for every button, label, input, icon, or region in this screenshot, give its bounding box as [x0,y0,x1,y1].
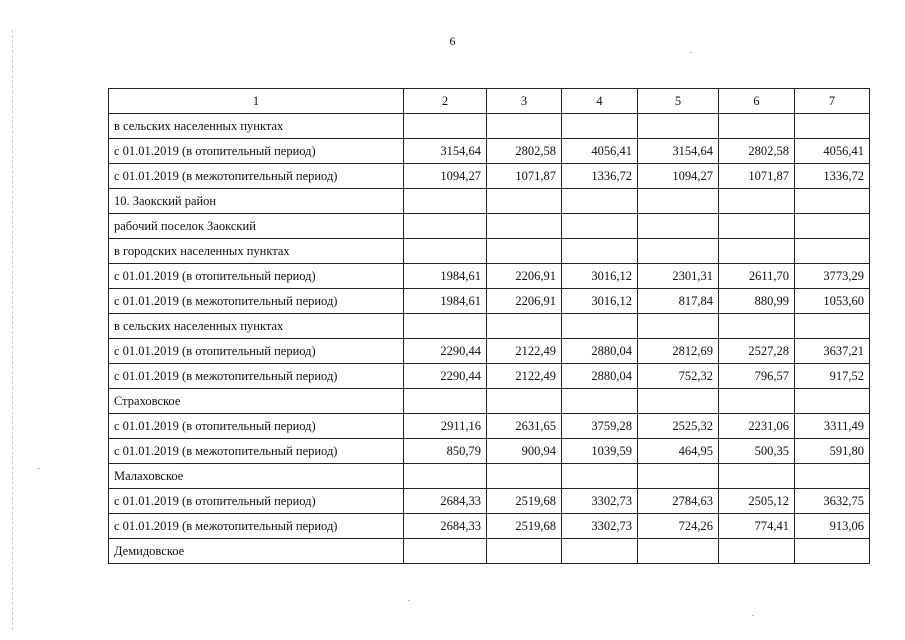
value-cell: 2880,04 [562,339,638,364]
row-label: с 01.01.2019 (в межотопительный период) [109,514,404,539]
row-label: с 01.01.2019 (в отопительный период) [109,139,404,164]
value-cell: 2611,70 [719,264,795,289]
value-cell [719,464,795,489]
column-header: 5 [638,89,719,114]
value-cell: 2684,33 [404,489,487,514]
value-cell: 3759,28 [562,414,638,439]
table-row [109,514,870,539]
value-cell [795,389,870,414]
value-cell [487,539,562,564]
column-header: 1 [109,89,404,114]
value-cell: 2802,58 [719,139,795,164]
value-cell [719,189,795,214]
value-cell: 500,35 [719,439,795,464]
value-cell: 2684,33 [404,514,487,539]
value-cell [795,114,870,139]
value-cell: 3311,49 [795,414,870,439]
column-header: 3 [487,89,562,114]
value-cell [404,389,487,414]
value-cell: 3154,64 [638,139,719,164]
table-row [109,289,870,314]
row-label: с 01.01.2019 (в отопительный период) [109,339,404,364]
value-cell: 3302,73 [562,489,638,514]
value-cell [638,214,719,239]
value-cell: 3773,29 [795,264,870,289]
value-cell [795,314,870,339]
row-label: с 01.01.2019 (в межотопительный период) [109,164,404,189]
value-cell: 880,99 [719,289,795,314]
row-label: рабочий поселок Заокский [109,214,404,239]
row-label: Страховское [109,389,404,414]
value-cell: 2505,12 [719,489,795,514]
value-cell: 2122,49 [487,364,562,389]
value-cell [404,189,487,214]
value-cell [795,189,870,214]
table-row [109,439,870,464]
value-cell: 2527,28 [719,339,795,364]
value-cell: 2802,58 [487,139,562,164]
value-cell [719,314,795,339]
row-label: в городских населенных пунктах [109,239,404,264]
value-cell [404,464,487,489]
page-number: 6 [449,34,456,48]
value-cell [487,464,562,489]
value-cell [562,464,638,489]
binding-edge [12,30,14,630]
column-header: 2 [404,89,487,114]
value-cell: 2880,04 [562,364,638,389]
row-label: в сельских населенных пунктах [109,114,404,139]
value-cell: 2631,65 [487,414,562,439]
table-row [109,539,870,564]
value-cell [562,214,638,239]
value-cell [487,189,562,214]
value-cell: 1094,27 [638,164,719,189]
table-row [109,114,870,139]
value-cell [487,389,562,414]
value-cell [638,539,719,564]
value-cell: 1094,27 [404,164,487,189]
value-cell [562,389,638,414]
value-cell: 1071,87 [719,164,795,189]
value-cell [562,539,638,564]
value-cell [562,314,638,339]
value-cell: 3016,12 [562,289,638,314]
value-cell [638,314,719,339]
value-cell: 1053,60 [795,289,870,314]
value-cell [638,464,719,489]
value-cell: 1984,61 [404,289,487,314]
value-cell: 4056,41 [795,139,870,164]
value-cell [404,314,487,339]
table-row [109,239,870,264]
value-cell [638,239,719,264]
value-cell: 3154,64 [404,139,487,164]
value-cell: 850,79 [404,439,487,464]
table-row [109,489,870,514]
value-cell: 464,95 [638,439,719,464]
tariff-table [108,88,870,564]
scan-speck [690,52,692,53]
value-cell [719,239,795,264]
value-cell: 3016,12 [562,264,638,289]
column-header: 6 [719,89,795,114]
row-label: в сельских населенных пунктах [109,314,404,339]
value-cell [562,114,638,139]
table-header-row [109,89,870,114]
value-cell: 1984,61 [404,264,487,289]
value-cell: 3302,73 [562,514,638,539]
value-cell: 817,84 [638,289,719,314]
value-cell [795,214,870,239]
table-row [109,314,870,339]
value-cell: 1039,59 [562,439,638,464]
value-cell: 2812,69 [638,339,719,364]
value-cell [795,539,870,564]
value-cell: 2231,06 [719,414,795,439]
value-cell: 2206,91 [487,289,562,314]
value-cell [404,114,487,139]
value-cell [638,389,719,414]
value-cell [719,539,795,564]
row-label: с 01.01.2019 (в отопительный период) [109,264,404,289]
table-row [109,189,870,214]
value-cell: 2784,63 [638,489,719,514]
value-cell: 4056,41 [562,139,638,164]
value-cell [404,539,487,564]
value-cell: 752,32 [638,364,719,389]
value-cell: 2206,91 [487,264,562,289]
table-row [109,139,870,164]
value-cell [487,114,562,139]
value-cell: 1336,72 [795,164,870,189]
row-label: с 01.01.2019 (в межотопительный период) [109,289,404,314]
value-cell: 796,57 [719,364,795,389]
value-cell [795,239,870,264]
value-cell: 900,94 [487,439,562,464]
value-cell: 724,26 [638,514,719,539]
value-cell [562,239,638,264]
value-cell: 2519,68 [487,489,562,514]
table-row [109,464,870,489]
row-label: с 01.01.2019 (в отопительный период) [109,414,404,439]
row-label: с 01.01.2019 (в отопительный период) [109,489,404,514]
value-cell [719,114,795,139]
scan-speck [408,600,410,601]
value-cell: 2290,44 [404,364,487,389]
value-cell [404,239,487,264]
value-cell: 2122,49 [487,339,562,364]
value-cell: 2525,32 [638,414,719,439]
row-label: Демидовское [109,539,404,564]
scan-speck [38,468,40,469]
table-row [109,414,870,439]
value-cell: 774,41 [719,514,795,539]
column-header: 7 [795,89,870,114]
value-cell [487,214,562,239]
value-cell [562,189,638,214]
value-cell: 3632,75 [795,489,870,514]
value-cell [795,464,870,489]
scan-speck [752,615,754,616]
table-row [109,364,870,389]
value-cell: 917,52 [795,364,870,389]
value-cell: 1071,87 [487,164,562,189]
value-cell: 3637,21 [795,339,870,364]
value-cell: 913,06 [795,514,870,539]
value-cell [638,114,719,139]
value-cell [719,389,795,414]
value-cell [404,214,487,239]
column-header: 4 [562,89,638,114]
table-row [109,389,870,414]
value-cell: 2519,68 [487,514,562,539]
table-row [109,264,870,289]
table-row [109,164,870,189]
row-label: 10. Заокский район [109,189,404,214]
value-cell [719,214,795,239]
value-cell [487,314,562,339]
value-cell: 2911,16 [404,414,487,439]
row-label: с 01.01.2019 (в межотопительный период) [109,439,404,464]
value-cell: 2301,31 [638,264,719,289]
row-label: Малаховское [109,464,404,489]
table-row [109,214,870,239]
value-cell [487,239,562,264]
value-cell: 2290,44 [404,339,487,364]
row-label: с 01.01.2019 (в межотопительный период) [109,364,404,389]
table-row [109,339,870,364]
value-cell: 591,80 [795,439,870,464]
value-cell [638,189,719,214]
value-cell: 1336,72 [562,164,638,189]
